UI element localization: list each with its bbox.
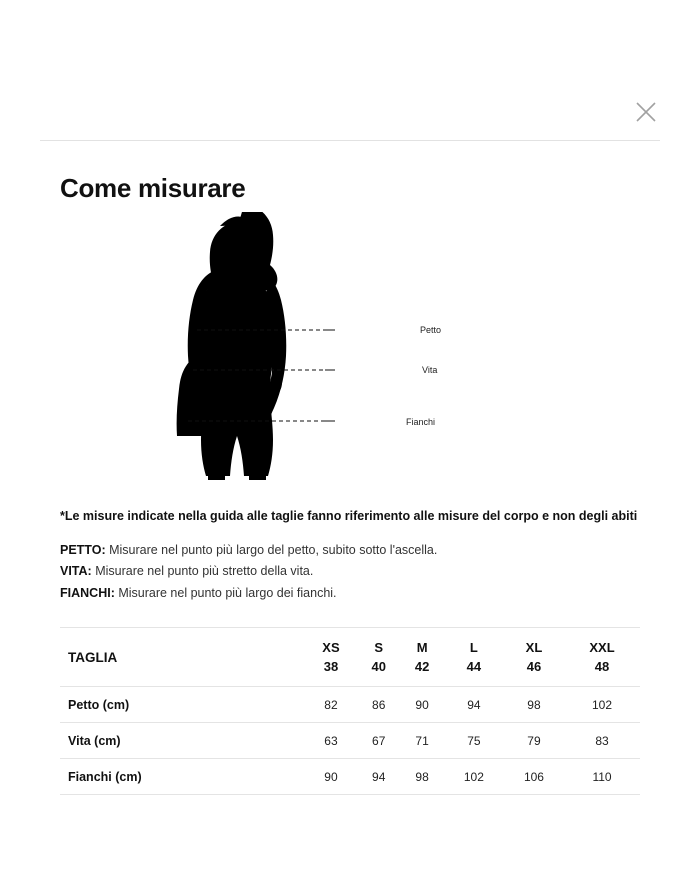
row-label-waist: Vita (cm)	[60, 723, 305, 759]
table-row	[60, 687, 640, 723]
table-col-header-xl	[504, 628, 564, 687]
col-number-xs: 38	[323, 659, 339, 675]
measurement-instruction-waist	[60, 561, 640, 583]
cell-waist-xxl: 83	[564, 723, 640, 759]
cell-waist-s: 67	[357, 723, 400, 759]
cell-chest-xs: 82	[305, 687, 357, 723]
col-number-xl: 46	[526, 659, 542, 675]
female-body-silhouette-icon	[120, 212, 580, 497]
table-col-header-xxl	[564, 628, 640, 687]
table-col-header-xs	[305, 628, 357, 687]
col-size-xl: XL	[525, 639, 543, 655]
cell-chest-m: 90	[400, 687, 443, 723]
table-head	[60, 628, 640, 687]
cell-hips-xs: 90	[305, 759, 357, 795]
col-size-m: M	[416, 639, 428, 655]
measurement-instruction-chest	[60, 540, 640, 562]
cell-waist-xl: 79	[504, 723, 564, 759]
cell-hips-xl: 106	[504, 759, 564, 795]
instruction-term-chest: PETTO:	[60, 542, 106, 557]
col-size-l: L	[469, 639, 478, 655]
measurement-figure	[60, 212, 640, 502]
col-number-s: 40	[371, 659, 386, 675]
col-size-s: S	[374, 639, 384, 655]
table-row	[60, 759, 640, 795]
instruction-text-hips: Misurare nel punto più largo dei fianchi.	[114, 586, 337, 601]
instruction-text-waist: Misurare nel punto più stretto della vita.	[91, 564, 314, 579]
table-row	[60, 723, 640, 759]
table-col-header-s	[357, 628, 400, 687]
col-size-xs: XS	[322, 639, 340, 655]
cell-hips-m: 98	[400, 759, 443, 795]
cell-chest-l: 94	[444, 687, 504, 723]
row-label-hips: Fianchi (cm)	[60, 759, 305, 795]
instruction-text-chest: Misurare nel punto più largo del petto, subito sotto l'ascella.	[105, 542, 438, 557]
table-body	[60, 687, 640, 795]
figure-label-chest: Petto	[420, 325, 442, 335]
cell-chest-s: 86	[357, 687, 400, 723]
instruction-term-waist: VITA:	[60, 564, 92, 579]
page-title: Come misurare	[60, 173, 246, 203]
cell-chest-xxl: 102	[564, 687, 640, 723]
cell-hips-s: 94	[357, 759, 400, 795]
modal-header	[40, 0, 660, 141]
measurement-instruction-hips	[60, 583, 640, 605]
col-size-xxl: XXL	[589, 639, 615, 655]
close-icon[interactable]	[632, 98, 660, 126]
col-number-m: 42	[414, 659, 430, 675]
table-col-header-m	[400, 628, 443, 687]
figure-label-hips: Fianchi	[406, 417, 436, 427]
col-number-xxl: 48	[594, 659, 610, 675]
table-col-header-l	[444, 628, 504, 687]
col-number-l: 44	[466, 659, 482, 675]
size-chart-table	[60, 627, 640, 795]
cell-hips-xxl: 110	[564, 759, 640, 795]
cell-waist-m: 71	[400, 723, 443, 759]
modal-body	[0, 173, 700, 795]
cell-waist-l: 75	[444, 723, 504, 759]
table-header-row	[60, 628, 640, 687]
cell-chest-xl: 98	[504, 687, 564, 723]
measurement-disclaimer: *Le misure indicate nella guida alle taglie fanno riferimento alle misure del corpo e non degli abiti	[60, 509, 638, 523]
table-corner-header: TAGLIA	[60, 628, 305, 687]
figure-label-waist: Vita	[422, 365, 438, 375]
cell-waist-xs: 63	[305, 723, 357, 759]
row-label-chest: Petto (cm)	[60, 687, 305, 723]
cell-hips-l: 102	[444, 759, 504, 795]
instruction-term-hips: FIANCHI:	[60, 586, 115, 601]
